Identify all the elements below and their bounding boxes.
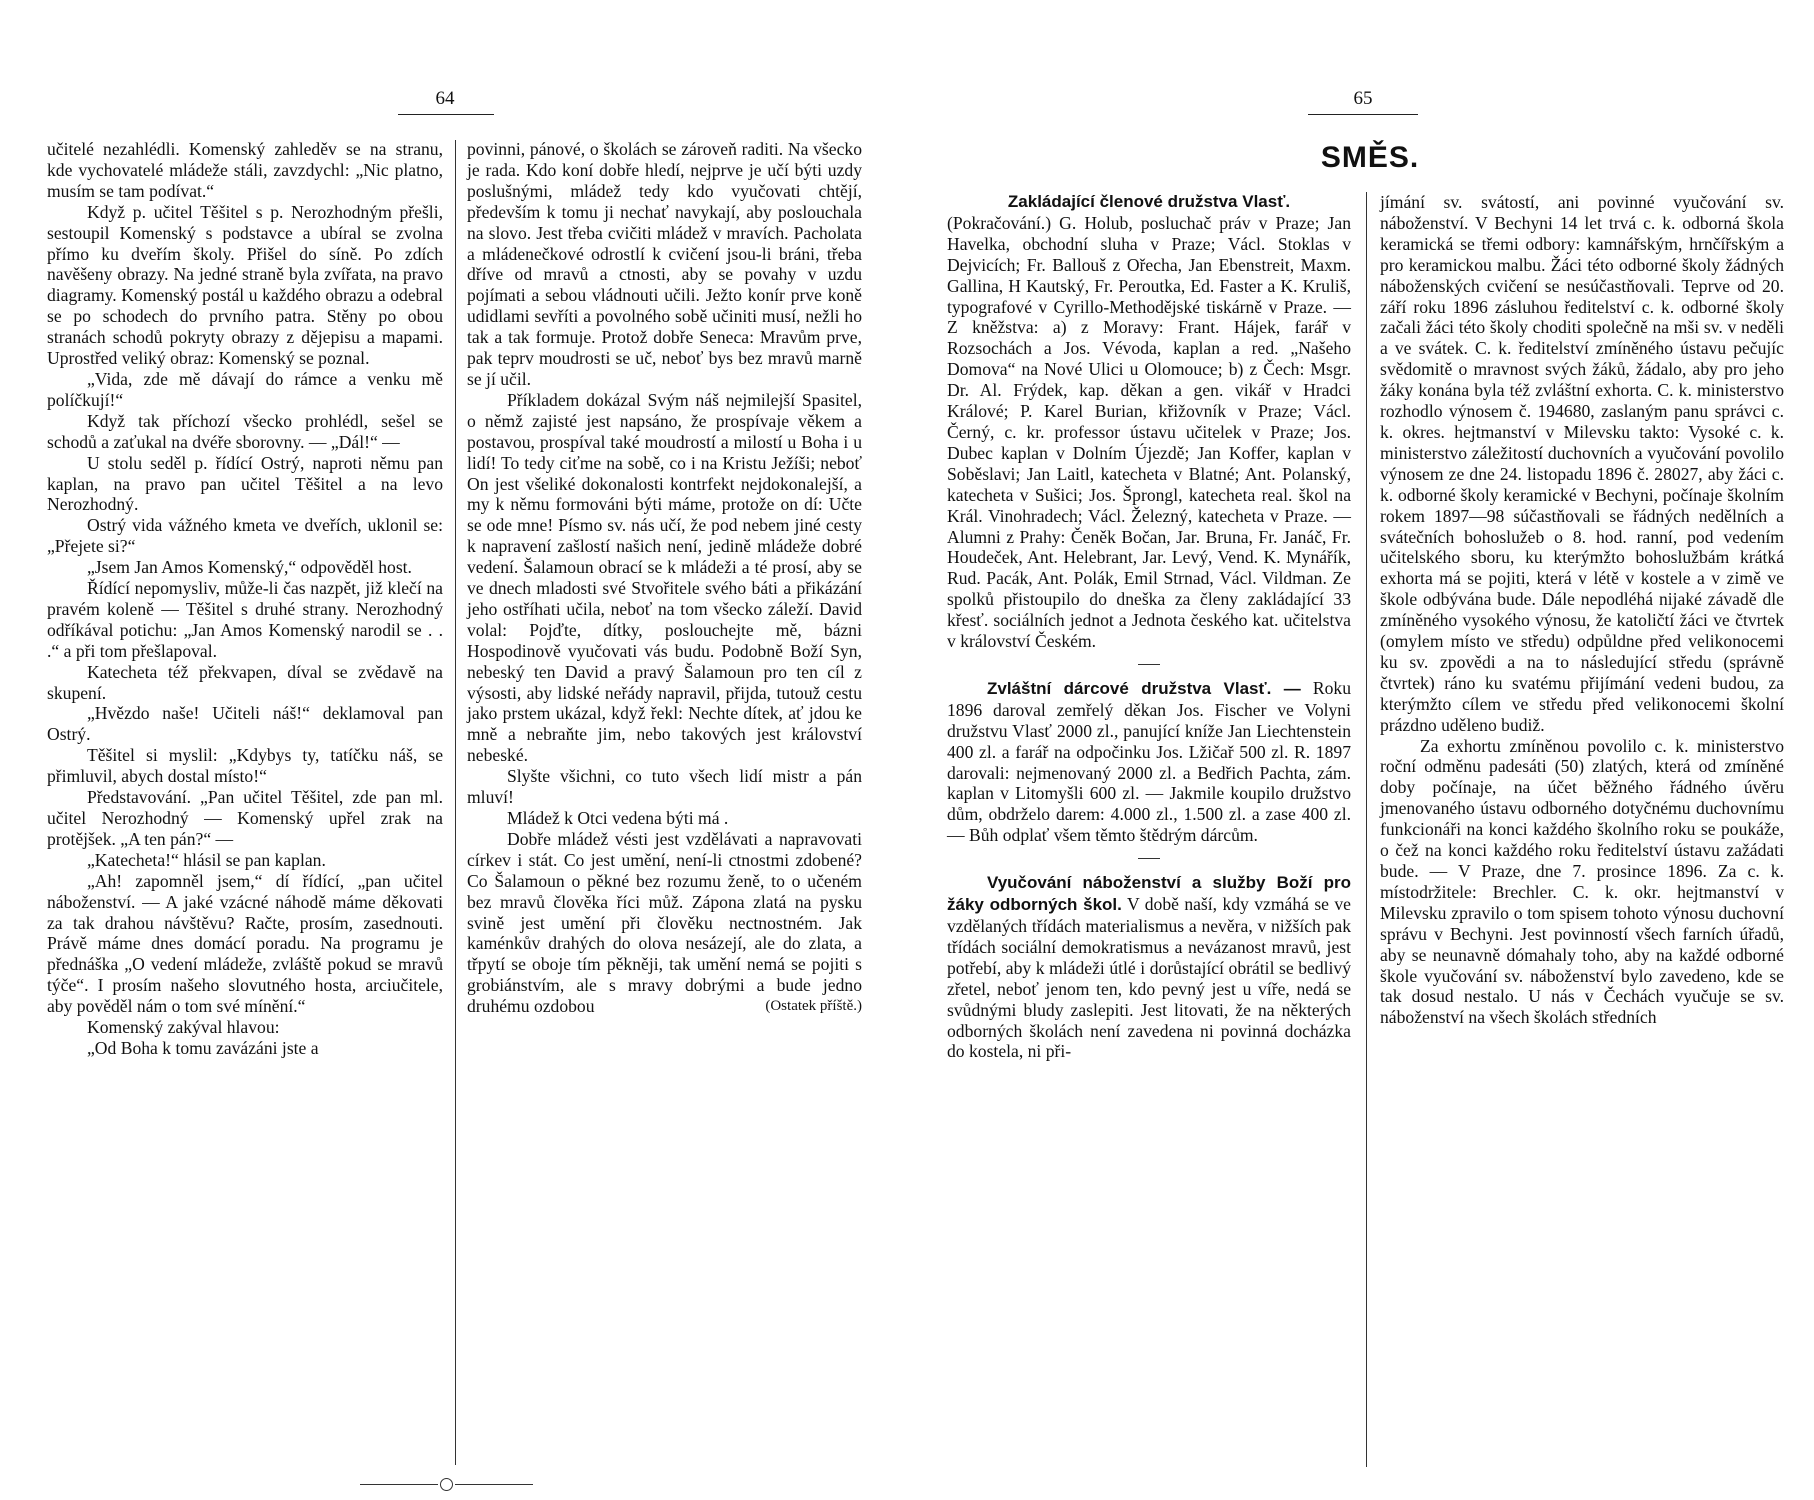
left-col1-paragraph: učitelé nezahlédli. Komenský zahleděv se na stranu, kde vychovatelé mládeže stáli, zavzdychl: „Nic platno, musím se tam podívat.“ — [47, 139, 443, 201]
left-col1-paragraph: Představování. „Pan učitel Těšitel, zde pan ml. učitel Nerozhodný — Komenský upřel zrak na protějšek. „A ten pán?“ — — [47, 787, 443, 849]
right-col2-paragraph: jímání sv. svátostí, ani povinné vyučování sv. náboženství. V Bechyni 14 let trvá c. k. odborná škola keramická se třemi odbory: kamnářským, hrnčířským a pro keramickou malbu. Žáci této odborné školy žádných náboženských cvičení se nesúčastňovali. Teprve od 20. září roku 1896 zásluhou ředitelství c. k. odborné školy začali žáci této školy choditi společně na mši sv. v neděli a ve svátek. C. k. ředitelství zmíněného ústavu pečujíc svědomitě o mravnost svých žáků, žádalo, aby pro jeho žáky konána byla též zvláštní exhorta. C. k. ministerstvo rozhodlo výnosem č. 194680, zaslaným panu správci c. k. okres. hejtmanství v Milevsku takto: Vysoké c. k. ministerstvo záležitostí duchovních a vyučování povolilo výnosem ze dne 24. listopadu 1896 č. 28027, aby žáci c. k. odborné školy keramické v Bechyni, počínaje školním rokem 1897—98 súčastňovali se řádných nedělních a svátečních bohoslužeb o 8. hod. ranní, pod vedením učitelského sboru, ku kterýmžto bohoslužbám krátká exhorta má se pojiti, která v létě v kostele a v zimě ve škole odbývána bude. Dále nepodléhá nijaké závadě dle zmíněného vysokého výnosu, že katoličtí žáci ve čtvrtek (omylem místo ve středu) odpůldne před velikonocemi ku sv. zpovědi a na to následující středu (správně čtvrtek) ráno ku svatému přijímání vedeni budou, za kterýmžto cílem ve středu před velikonocemi školní prázdno uděleno budiž. — [1380, 192, 1784, 735]
donors-paragraph — [947, 678, 1351, 846]
religion-paragraph — [947, 872, 1351, 1062]
page-number-rule-right — [1308, 114, 1418, 115]
left-col2-paragraph: Slyšte všichni, co tuto všech lidí mistr a pán mluví! — [467, 766, 862, 808]
ornament-line-right — [455, 1484, 533, 1485]
left-col1-paragraph: „Hvězdo naše! Učiteli náš!“ deklamoval pan Ostrý. — [47, 703, 443, 745]
column-divider-left — [455, 140, 456, 1465]
donors-text: Roku 1896 daroval zemřelý děkan Jos. Fischer ve Volyni družstvu Vlasť 2000 zl., panující kníže Jan Liechtenstein 400 zl. a farář na odpočinku Jos. Lžičař 500 zl. R. 1897 darovali: nejmenovaný 2000 zl. a Bedřich Pachta, zám. kaplan v Litomyšli 600 zl. — Jakmile koupilo družstvo dům, obdrželo darem: 4.000 zl., 1.500 zl. a zase 400 zl. — Bůh odplať všem těmto štědrým dárcům. — [947, 677, 1351, 846]
page-number-left: 64 — [435, 88, 455, 109]
left-col2-paragraph: Dobře mládež vésti jest vzdělávati a napravovati církev i stát. Co jest umění, není-li ctnostmi zdobené? Co Šalamoun o pěkné bez rozumu ženě, to o učeném bez mravů člověka říci můž. Zápona zlatá na pysku svině jest umění při člověku nectnostném. Jak kaménkův drahých do olova nesázejí, ale do zlata, a třpytí se oboje tím pěkněji, tak umění nemá se pojiti s grobiánstvím, ale s mravy dobrými a bude jedno druhému ozdobou (Ostatek příště.) — [467, 828, 862, 1017]
ornament-circle — [440, 1478, 453, 1491]
right-column-1 — [947, 192, 1351, 1062]
left-page — [0, 0, 900, 1500]
page-number-right: 65 — [1353, 88, 1373, 109]
left-col1-paragraph: Katecheta též překvapen, díval se zvědavě na skupení. — [47, 661, 443, 703]
heading-donors: Zvláštní dárcové družstva Vlasť. — — [987, 678, 1301, 698]
left-col1-paragraph: Když tak příchozí všecko prohlédl, sešel se schodů a zaťukal na dvéře sborovny. — „Dál!“ — — [47, 410, 443, 452]
left-col1-paragraph: „Katecheta!“ hlásil se pan kaplan. — [87, 849, 326, 870]
left-col1-paragraph: Řídící nepomysliv, může-li čas nazpět, již klečí na pravém koleně — Těšitel s druhé strany. Nerozhodný odříkával potichu: „Jan Amos Komenský narodil se . . .“ a při tom přešlapoval. — [47, 578, 443, 661]
left-col1-paragraph: „Ah! zapomněl jsem,“ dí řídící, „pan učitel náboženství. — A jaké vzácné náhodě máme děkovati za tak drahou návštěvu? Račte, prosím, zasednouti. Právě máme dnes domácí poradu. Na programu je přednáška „O vedení mládeže, zvláště pokud se mravů týče“. I prosím našeho slovutného hosta, arciučitele, aby pověděl nám o tom své mínění.“ — [47, 870, 443, 1017]
founding-members-text: (Pokračování.) G. Holub, posluchač práv v Praze; Jan Havelka, obchodní sluha v Praze; Václ. Stoklas v Dejvicích; Fr. Ballouš z Ořecha, Jan Ebenstreit, Maxm. Gallina, H Kautský, Fr. Peroutka, Ed. Faster a K. Kruliš, typografové v Cyrillo-Methodějské tiskárně v Praze. — Z kněžstva: a) z Moravy: Frant. Hájek, farář v Rozsochách a Jos. Vévoda, kaplan a red. „Našeho Domova“ na Nové Ulici u Olomouce; b) z Čech: Msgr. Dr. Al. Frýdek, kap. děkan a gen. vikář v Hradci Králové; P. Karel Burian, křižovník v Praze; Václ. Černý, c. kr. professor ústavu učitelek v Praze; Jos. Dubec kaplan v Dolním Újezdě; Jan Koffer, kaplan v Soběslavi; Jan Laitl, katecheta v Blatné; Ant. Polanský, katecheta v Sušici; Jos. Šprongl, katecheta real. škol na Král. Vinohradech; Václ. Železný, katecheta v Praze. — Alumni z Prahy: Čeněk Bočan, Jar. Bruna, Fr. Janáč, Fr. Houdeček, Ant. Helebrant, Jar. Levý, Vend. K. Mynářík, Rud. Pacák, Ant. Polák, Emil Strnad, Václ. Vildman. Ze spolků přistoupilo do dneška za členy zakládající 33 křesť. sociálních jednot a Jednota českého kat. učitelstva v království Českém. — [947, 212, 1351, 652]
left-col1-paragraph: Když p. učitel Těšitel s p. Nerozhodným přešli, sestoupil Komenský s podstavce a ubíral se zvolna přímo ku dveřím školy. Přišel do síně. Po zdích navěšeny obrazy. Na jedné straně byla zvířata, na pravo diagramy. Komenský postál u každého obrazu a odebral se po schodech do prvního patra. Stěny po obou stranách schodů pokryty obrazy z dějepisu a mapami. Uprostřed veliký obraz: Komenský se poznal. — [47, 201, 443, 369]
left-col2-paragraph: povinni, pánové, o školách se zároveň raditi. Na všecko je rada. Kdo koní dobře hledí, nejprve je učí býti uzdy poslušnými, mládež tedy kdo vyučovati chtějí, především k tomu ji nechať navykají, aby poslouchala na slovo. Jest třeba cvičiti mládež v mravích. Pacholata a mládenečkové odrostlí k cvičení jsou-li bráni, třeba dříve od mravů a ctnosti, aby se povahy v uzdu pojímati a sebou vládnouti učili. Ježto konír prve koně udidlami sevříti a povolného sobě učiniti musí, nežli ho tak a tak formuje. Protož dobře Seneca: Mravům prve, pak teprv moudrosti se uč, neboť bys bez mravů marně se jí učil. — [467, 139, 862, 389]
left-col1-paragraph: U stolu seděl p. řídící Ostrý, naproti němu pan kaplan, na pravo pan učitel Těšitel a na levo Nerozhodný. — [47, 452, 443, 515]
heading-founding-members: Zakládající členové družstva Vlasť. — [1007, 192, 1291, 211]
left-col2-paragraph: Mládež k Otci vedena býti má . — [507, 808, 729, 828]
right-column-2 — [1380, 192, 1784, 1028]
left-col1-paragraph: Ostrý vida vážného kmeta ve dveřích, uklonil se: „Přejete si?“ — [47, 515, 443, 557]
ornament-line-left — [360, 1484, 438, 1485]
left-col1-paragraph: „Jsem Jan Amos Komenský,“ odpověděl host. — [87, 557, 412, 578]
separator-2 — [1138, 858, 1160, 859]
separator-1 — [1138, 664, 1160, 665]
continued-note: (Ostatek příště.) — [765, 998, 862, 1015]
right-col2-paragraph: Za exhortu zmíněnou povolilo c. k. ministerstvo roční odměnu padesáti (50) zlatých, která od zmíněné doby počínaje, na účet běžného řádného úvěru jmenovaného ústavu odborného dotyčnému duchovnímu funkcionáři na konci každého školního roku se poukáže, o čež na konci každého roku ředitelství ústavu zažádati bude. — V Praze, dne 7. prosince 1896. Za c. k. místodržitele: Brechler. C. k. okr. hejtmanství v Milevsku zpravilo o tom spisem tohoto výnosu duchovní správu v Bechyni. Jest povinností všech farních úřadů, aby se neunavně dómahaly toho, aby na každé odborné škole vyučování sv. náboženství bylo zavedeno, kde se tak dosud nestalo. U nás v Čechách vyučuje se sv. náboženství na všech školách středních — [1380, 735, 1784, 1028]
left-col2-paragraph: Příkladem dokázal Svým náš nejmilejší Spasitel, o němž zajisté jest napsáno, že prospívaje věkem a postavou, prospíval také moudrostí a milostí u Boha i u lidí! To tedy ciťme na sobě, co i na Kristu Ježíši; neboť On jest všeliké dokonalosti kontrfekt nejdokonalejší, a my k němu formováni býti máme, protože on dí: Učte se ode mne! Písmo sv. nás učí, že pod nebem jiné cesty k napravení zašlostí našich není, jedině mládeže dobré vedení. Šalamoun obrací se k mládeži a té prosí, aby se ve dnech mladosti své Stvořitele svého báti a přikázání jeho ostříhati učila, neboť na tom všecko záleží. David volal: Pojďte, dítky, poslouchejte mě, bázni Hospodinově vyučovati vás budu. Podobně Boží Syn, nebeský ten David a pravý Šalamoun pro ten cíl z výsosti, aby lidské neřády napravil, přijda, tutouž cestu jako prstem ukázal, když řekl: Nechte dítek, ať jdou ke mně a nebraňte jim, nebo takových jest království nebeské. — [467, 389, 862, 766]
left-col1-paragraph: „Od Boha k tomu zavázáni jste a — [87, 1037, 319, 1058]
left-column-2 — [467, 139, 862, 1017]
heading-religion: Vyučování náboženství a služby Boží pro žáky odborných škol. — [947, 873, 1351, 915]
left-col1-paragraph: Komenský zakýval hlavou: — [87, 1017, 280, 1038]
page-number-rule-left — [398, 114, 494, 115]
left-col1-paragraph: Těšitel si myslil: „Kdybys ty, tatíčku náš, se přimluvil, abych dostal místo!“ — [47, 745, 443, 787]
column-divider-right — [1366, 192, 1367, 1467]
left-column-1 — [47, 139, 443, 1059]
religion-text: V době naší, kdy vzmáhá se ve vzdělaných třídách materialismus a nevěra, v nižších pak třídách sociální demokratismus a nevázanost mravů, jest potřebí, aby k mládeži útlé i dorůstající obrátil se bedlivý zřetel, neboť jenom ten, kdo pevný jest u víře, nedá se svůdnými bludy zaslepiti. Jest litovati, že na některých odborných školách není zavedena ni povinná docházka do kostela, ni při- — [947, 894, 1351, 1062]
section-title: SMĚS. — [1320, 141, 1420, 174]
left-col1-paragraph: „Vida, zde mě dávají do rámce a venku mě políčkují!“ — [47, 368, 443, 410]
